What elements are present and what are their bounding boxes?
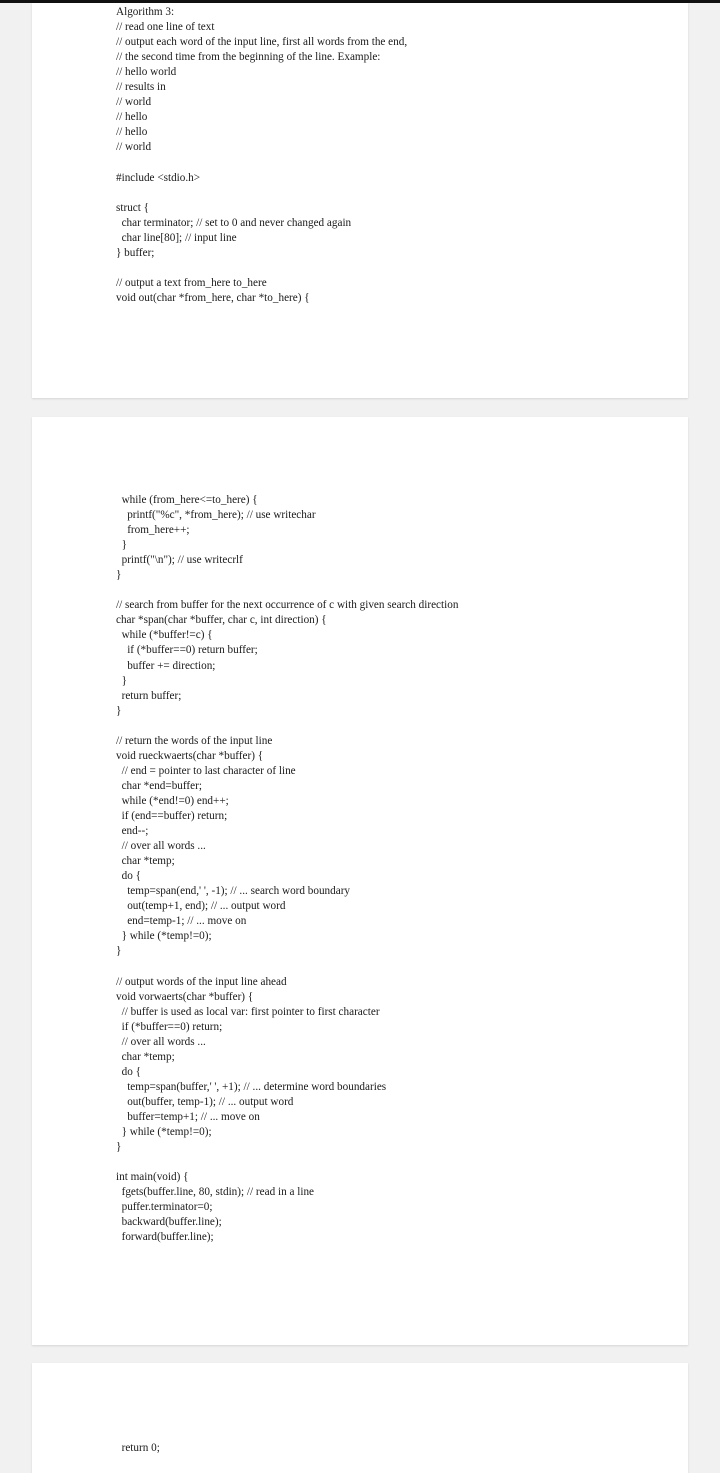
code-line: while (from_here<=to_here) { (116, 494, 258, 506)
code-line: while (*end!=0) end++; (116, 794, 229, 807)
code-line: char *temp; (116, 1050, 175, 1063)
code-line: end=temp-1; // ... move on (116, 915, 247, 928)
code-block-page-3 (116, 1441, 160, 1456)
code-line: Algorithm 3: (116, 6, 175, 18)
code-block-page-1 (116, 5, 407, 306)
code-line (116, 155, 407, 170)
code-line: } (116, 539, 127, 552)
code-line (116, 719, 458, 734)
code-line: // return the words of the input line (116, 734, 273, 747)
code-line: int main(void) { (116, 1171, 189, 1184)
code-line: // read one line of text (116, 21, 215, 34)
code-line: // over all words ... (116, 840, 206, 853)
code-block-page-2 (116, 493, 458, 1245)
code-line: // output each word of the input line, first all words from the end, (116, 36, 408, 49)
code-line: // world (116, 96, 152, 109)
code-line: do { (116, 870, 141, 883)
code-line (116, 261, 407, 276)
code-line: return buffer; (116, 689, 182, 702)
code-line: struct { (116, 201, 150, 214)
document-page-2 (32, 417, 688, 1345)
code-line: // search from buffer for the next occurrence of c with given search direction (116, 599, 459, 612)
code-line: temp=span(buffer,' ', +1); // ... determine word boundaries (116, 1080, 387, 1093)
code-line: void rueckwaerts(char *buffer) { (116, 749, 264, 762)
code-line: // output words of the input line ahead (116, 975, 287, 988)
code-line: } (116, 704, 122, 717)
code-line: if (*buffer==0) return buffer; (116, 644, 258, 657)
code-line: backward(buffer.line); (116, 1216, 222, 1229)
code-line: } (116, 1141, 122, 1154)
code-line: // the second time from the beginning of the line. Example: (116, 51, 381, 64)
code-line: } while (*temp!=0); (116, 930, 212, 943)
code-line: void out(char *from_here, char *to_here) { (116, 291, 310, 304)
code-line: forward(buffer.line); (116, 1231, 214, 1244)
code-line: fgets(buffer.line, 80, stdin); // read in a line (116, 1186, 315, 1199)
code-line (116, 959, 458, 974)
code-line: buffer=temp+1; // ... move on (116, 1110, 260, 1123)
code-line: // end = pointer to last character of line (116, 764, 296, 777)
code-line: out(buffer, temp-1); // ... output word (116, 1095, 294, 1108)
code-line: char terminator; // set to 0 and never changed again (116, 216, 352, 229)
code-line: // buffer is used as local var: first pointer to first character (116, 1005, 380, 1018)
code-line: // hello world (116, 66, 177, 79)
code-line: // world (116, 141, 152, 154)
code-line: out(temp+1, end); // ... output word (116, 900, 286, 913)
code-line: // results in (116, 81, 166, 94)
document-page-3 (32, 1363, 688, 1473)
document-page-1 (32, 3, 688, 398)
code-line (116, 186, 407, 201)
code-line: temp=span(end,' ', -1); // ... search word boundary (116, 885, 351, 898)
code-line: buffer += direction; (116, 659, 216, 672)
code-line: } (116, 569, 122, 582)
code-line: from_here++; (116, 524, 190, 537)
code-line: printf("\n"); // use writecrlf (116, 554, 243, 567)
code-line: } buffer; (116, 246, 155, 259)
code-line: #include <stdio.h> (116, 171, 201, 184)
code-line: char *end=buffer; (116, 779, 202, 792)
code-line: void vorwaerts(char *buffer) { (116, 990, 254, 1003)
code-line: char *span(char *buffer, char c, int direction) { (116, 614, 327, 627)
code-line: // hello (116, 126, 148, 139)
code-line: char *temp; (116, 855, 175, 868)
code-line: printf("%c", *from_here); // use writechar (116, 509, 316, 522)
code-line (116, 1155, 458, 1170)
code-line: end--; (116, 825, 149, 838)
code-line: do { (116, 1065, 141, 1078)
code-line: // output a text from_here to_here (116, 276, 267, 289)
code-line: return 0; (116, 1442, 160, 1454)
code-line: // hello (116, 111, 148, 124)
code-line: // over all words ... (116, 1035, 206, 1048)
code-line: char line[80]; // input line (116, 231, 237, 244)
code-line: if (*buffer==0) return; (116, 1020, 223, 1033)
code-line: puffer.terminator=0; (116, 1201, 213, 1214)
code-line: } (116, 674, 127, 687)
code-line: } (116, 945, 122, 958)
code-line: if (end==buffer) return; (116, 809, 228, 822)
code-line: while (*buffer!=c) { (116, 629, 213, 642)
code-line (116, 583, 458, 598)
code-line: } while (*temp!=0); (116, 1125, 212, 1138)
